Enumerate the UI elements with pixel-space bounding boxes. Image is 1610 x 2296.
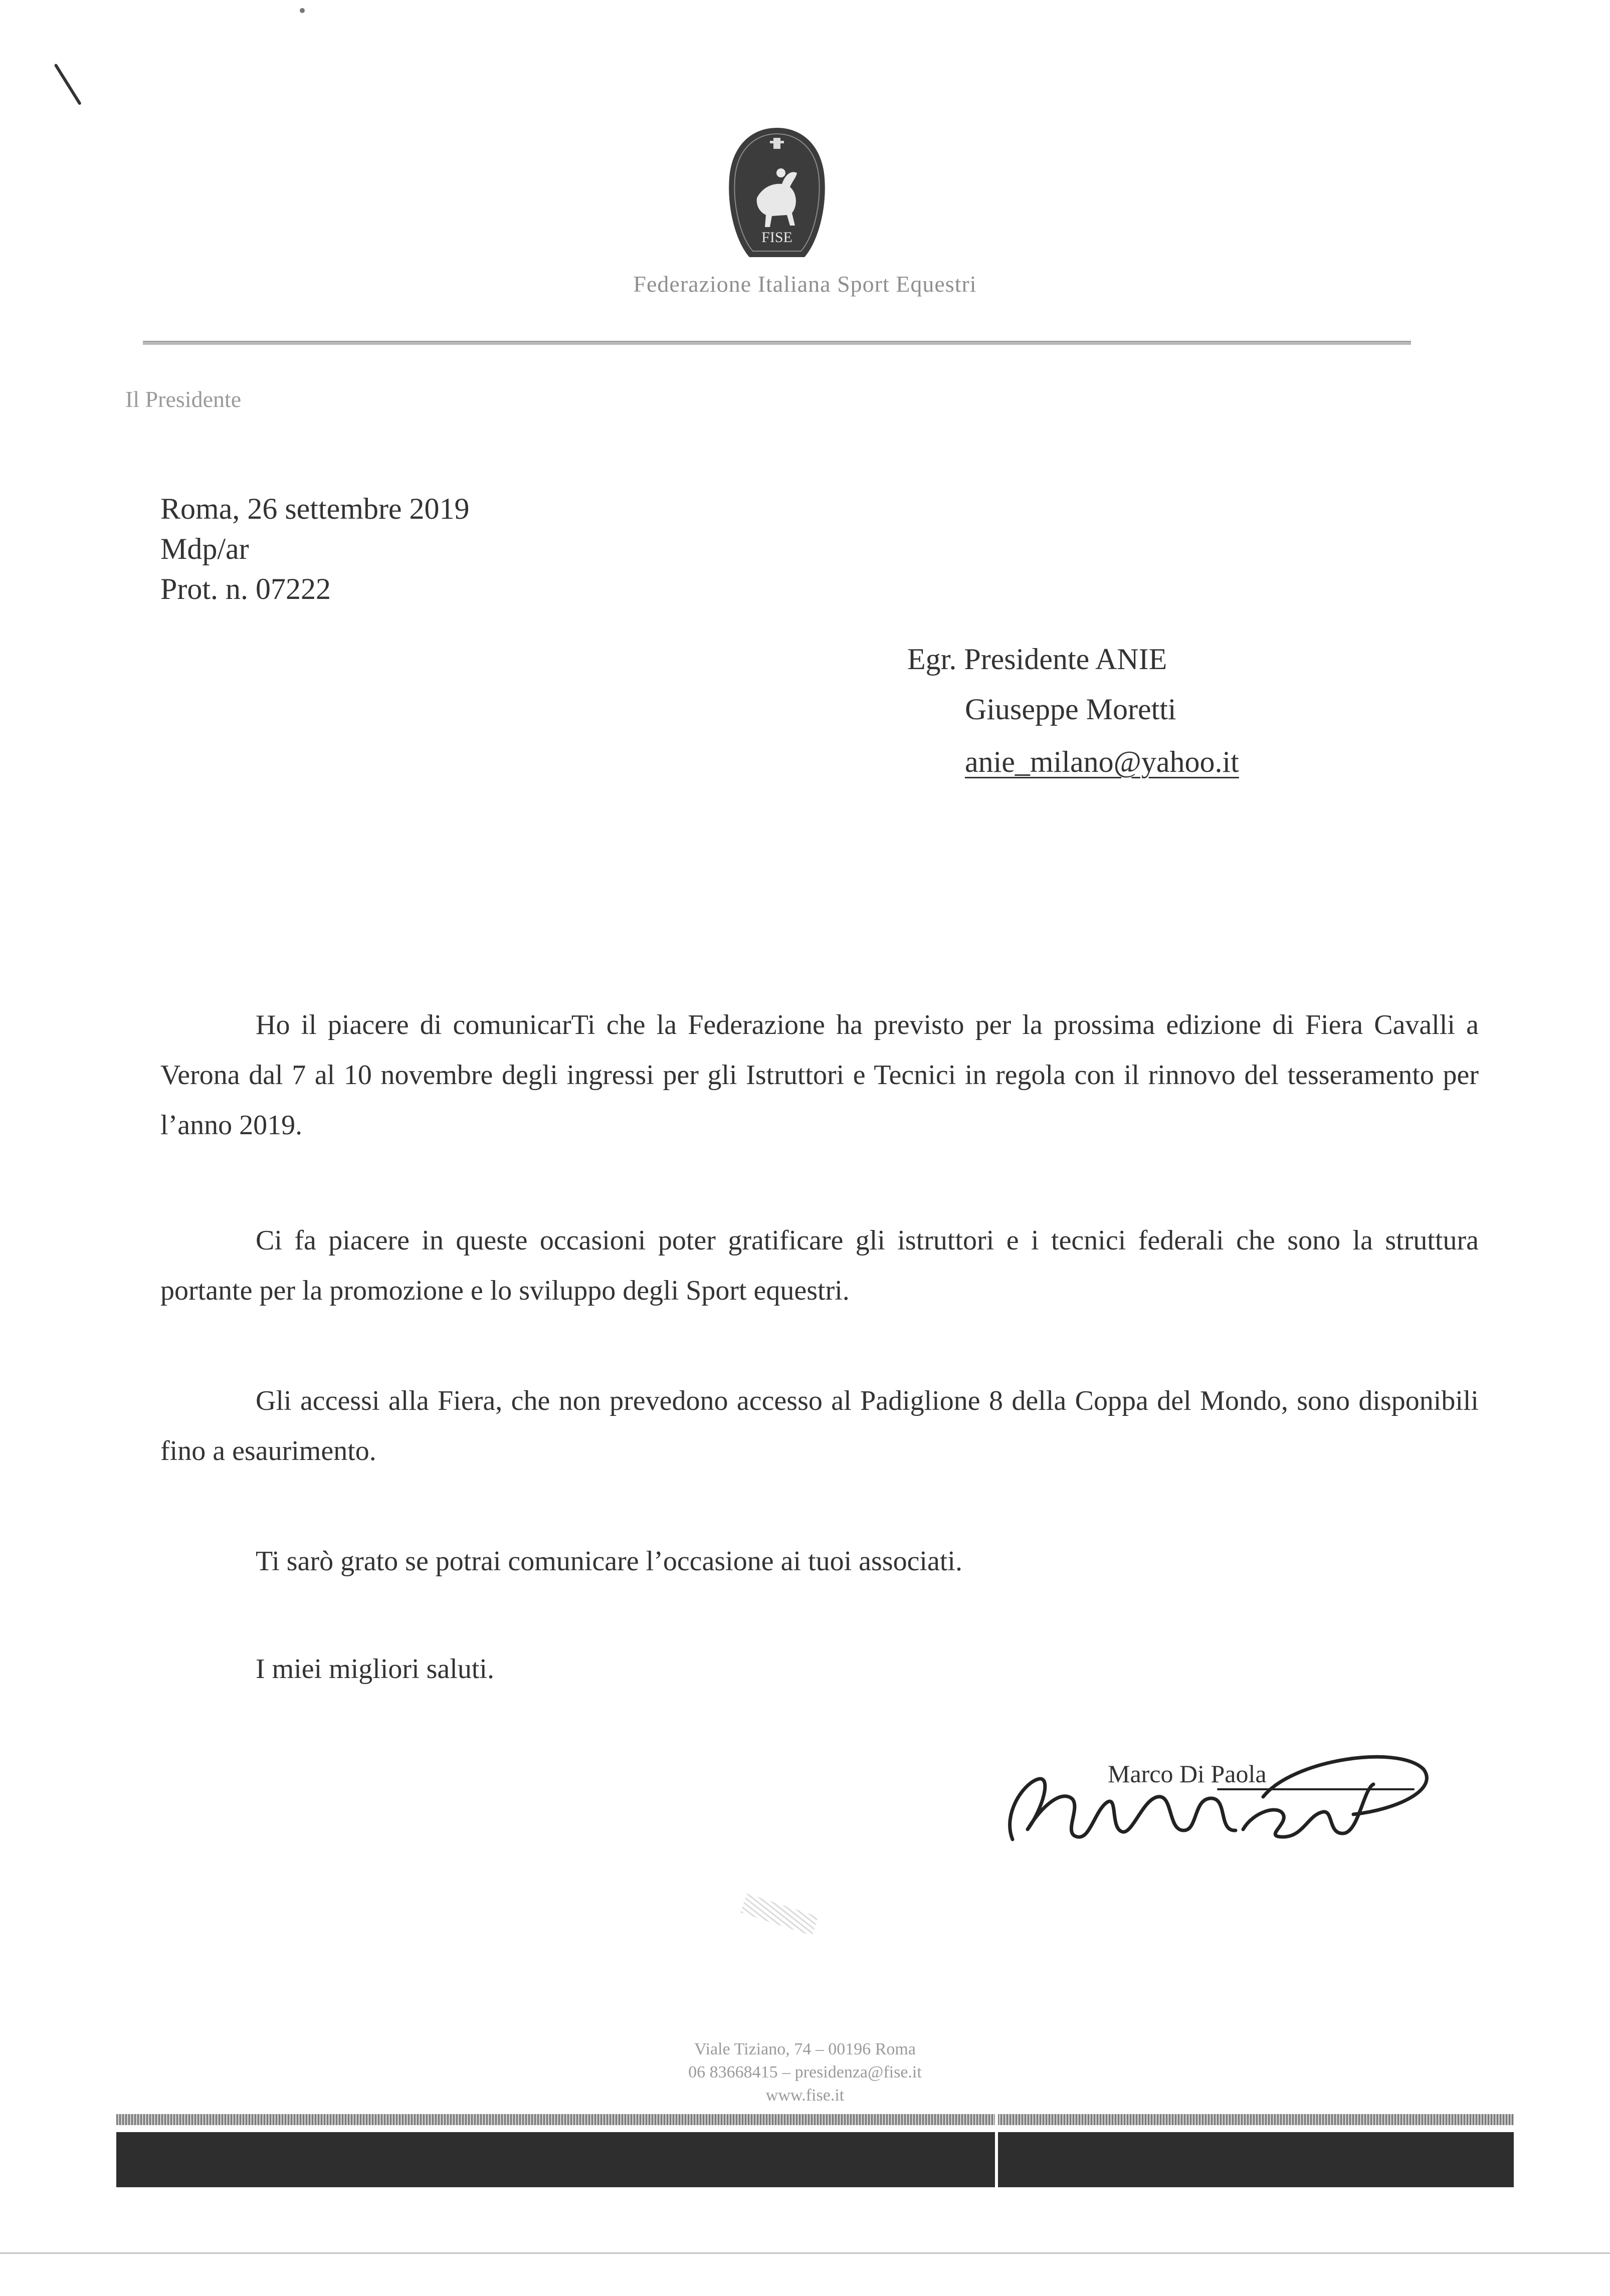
signatory-name: Marco Di Paola bbox=[1108, 1760, 1267, 1788]
body-paragraph-1: Ho il piacere di comunicarTi che la Federazione ha previsto per la prossima edizione di Fiera Cavalli a Verona dal 7 al 10 novembre degli ingressi per gli Istruttori e Tecnici in regola con il rinnovo del tesseramento per l’anno 2019. bbox=[160, 1009, 1479, 1141]
protocol-number: Prot. n. 07222 bbox=[160, 572, 331, 605]
fise-logo bbox=[722, 123, 832, 266]
body-paragraph-3: Gli accessi alla Fiera, che non prevedono accesso al Padiglione 8 della Coppa del Mondo, sono disponibili fino a esaurimento. bbox=[160, 1385, 1479, 1467]
footer-bar bbox=[116, 2132, 1514, 2187]
recipient-name: Giuseppe Moretti bbox=[965, 693, 1176, 726]
body-paragraph-4: Ti sarò grato se potrai comunicare l’occasione ai tuoi associati. bbox=[256, 1546, 962, 1577]
header-divider bbox=[143, 341, 1411, 345]
footer-website[interactable]: www.fise.it bbox=[765, 2086, 845, 2105]
body-paragraph-2: Ci fa piacere in queste occasioni poter gratificare gli istruttori e i tecnici federali che sono la struttura portante per la promozione e lo sviluppo degli Sport equestri. bbox=[160, 1225, 1479, 1306]
logo-text: FISE bbox=[761, 229, 792, 246]
scan-smudge bbox=[740, 1894, 818, 1936]
page-edge-line bbox=[0, 2252, 1610, 2254]
footer-stripe bbox=[116, 2114, 1514, 2125]
place-date: Roma, 26 settembre 2019 bbox=[160, 492, 470, 525]
reference-code: Mdp/ar bbox=[160, 532, 249, 565]
scan-speck bbox=[300, 8, 305, 13]
fise-logo-icon bbox=[722, 123, 832, 266]
recipient-title: Egr. Presidente ANIE bbox=[907, 643, 1167, 676]
scan-mark bbox=[54, 63, 81, 105]
handwritten-signature bbox=[982, 1714, 1434, 1874]
closing-line: I miei migliori saluti. bbox=[256, 1653, 494, 1685]
footer-contacts: 06 83668415 – presidenza@fise.it bbox=[688, 2063, 922, 2081]
footer-address: Viale Tiziano, 74 – 00196 Roma bbox=[694, 2040, 916, 2058]
organization-name: Federazione Italiana Sport Equestri bbox=[633, 271, 977, 297]
recipient-email[interactable]: anie_milano@yahoo.it bbox=[965, 745, 1239, 778]
sender-office: Il Presidente bbox=[125, 386, 242, 412]
footer-bar-divider bbox=[995, 2114, 998, 2187]
